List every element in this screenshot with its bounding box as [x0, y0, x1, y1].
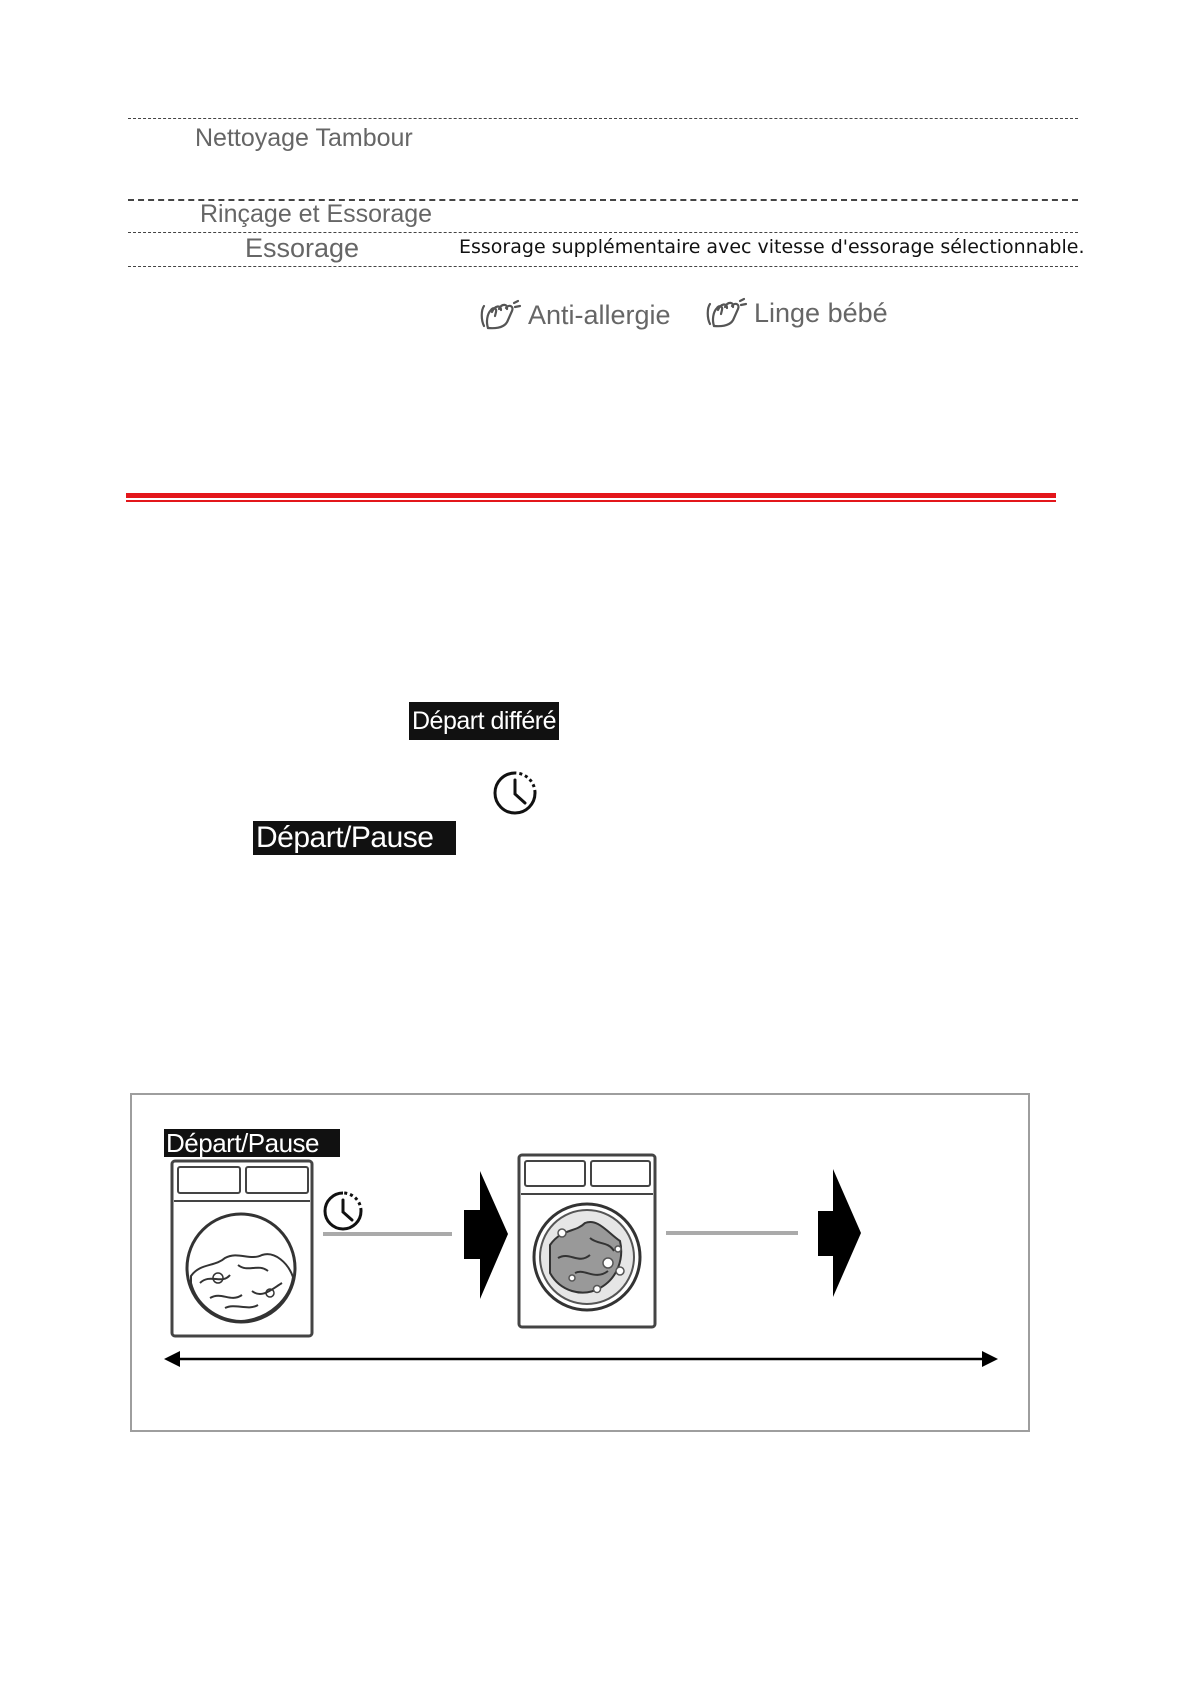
clock-icon [492, 770, 538, 816]
section-rule [126, 493, 1056, 498]
washer-loaded-icon [172, 1161, 312, 1336]
option-linge-bebe [704, 296, 888, 330]
delay-start-button-label: Départ différé [409, 702, 559, 740]
section-rule [126, 500, 1056, 502]
diagram-start-pause-label: Départ/Pause [164, 1129, 340, 1157]
arrow-right-head [982, 1351, 998, 1367]
washer-running-icon [519, 1155, 655, 1327]
option-label: Anti-allergie [528, 299, 671, 330]
arrow-left-head [164, 1351, 180, 1367]
hand-wash-icon [478, 298, 524, 332]
option-label: Linge bébé [754, 297, 888, 328]
program-name: Rinçage et Essorage [200, 200, 433, 228]
start-pause-button-label: Départ/Pause [253, 821, 456, 855]
hand-wash-icon [704, 296, 750, 330]
option-anti-allergie [478, 298, 671, 332]
diagram-graphics [130, 1093, 1030, 1432]
program-description: Essorage supplémentaire avec vitesse d'essorage sélectionnable. [459, 236, 1085, 258]
program-name: Essorage [245, 233, 360, 263]
table-divider [128, 266, 1078, 267]
clock-icon [325, 1193, 361, 1229]
table-divider [128, 118, 1078, 119]
program-name: Nettoyage Tambour [195, 124, 413, 152]
arrow-right-icon [464, 1171, 508, 1299]
arrow-right-icon [818, 1169, 861, 1297]
